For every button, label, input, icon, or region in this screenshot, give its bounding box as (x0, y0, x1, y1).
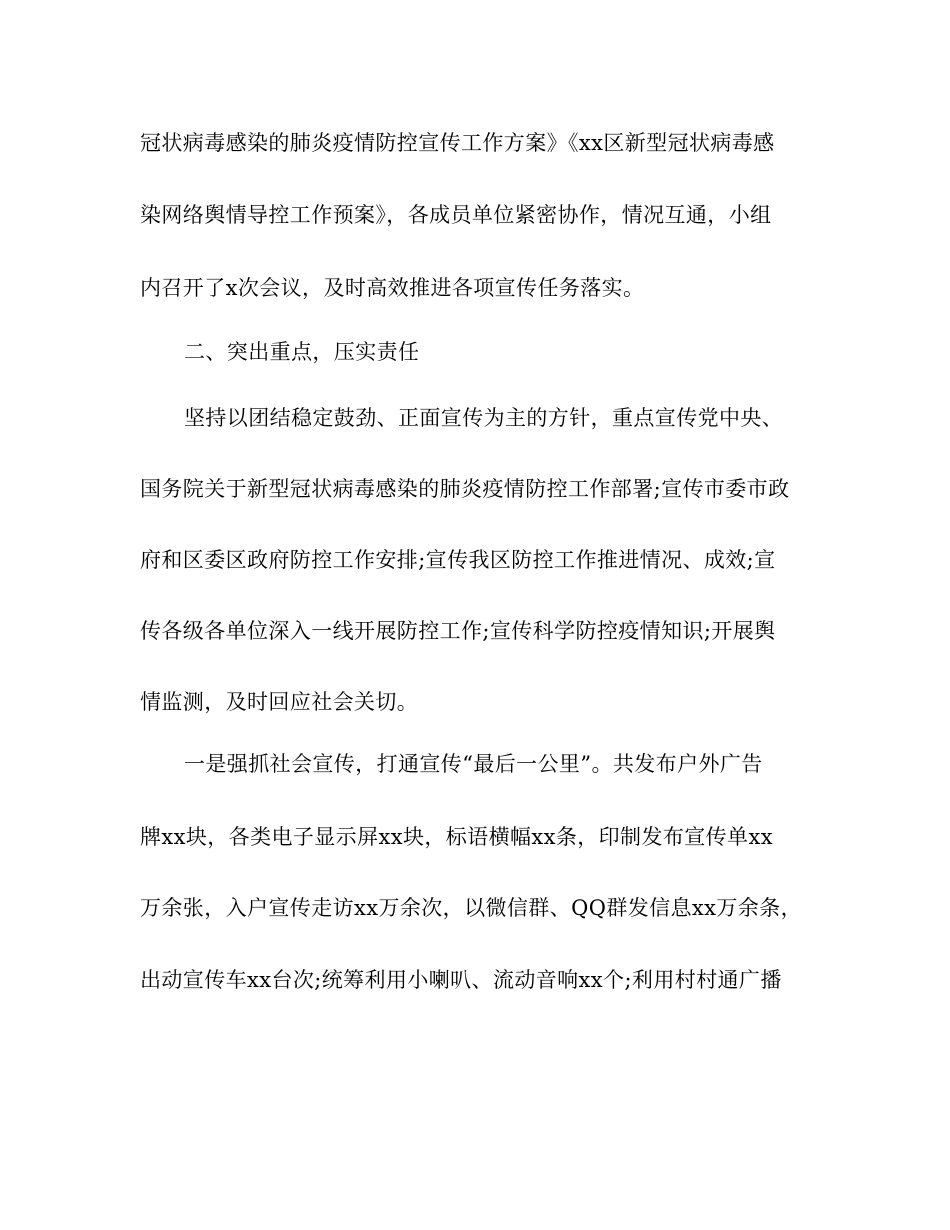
paragraph-line: 出动宣传车xx台次;统筹利用小喇叭、流动音响xx个;利用村村通广播 (140, 968, 782, 992)
paragraph-line: 万余张，入户宣传走访xx万余次，以微信群、QQ群发信息xx万余条， (140, 896, 803, 920)
paragraph-line: 府和区委区政府防控工作安排;宣传我区防控工作推进情况、成效;宣 (140, 548, 776, 572)
paragraph-line: 坚持以团结稳定鼓劲、正面宣传为主的方针，重点宣传党中央、 (184, 406, 784, 430)
section-heading: 二、突出重点，压实责任 (184, 340, 420, 364)
paragraph-line: 一是强抓社会宣传，打通宣传“最后一公里”。共发布户外广告 (184, 752, 763, 776)
paragraph-line: 染网络舆情导控工作预案》，各成员单位紧密协作，情况互通，小组 (140, 203, 772, 227)
paragraph-line: 情监测，及时回应社会关切。 (140, 690, 419, 714)
paragraph-line: 传各级各单位深入一线开展防控工作;宣传科学防控疫情知识;开展舆 (140, 619, 776, 643)
paragraph-line: 内召开了x次会议，及时高效推进各项宣传任务落实。 (140, 276, 645, 300)
paragraph-line: 国务院关于新型冠状病毒感染的肺炎疫情防控工作部署;宣传市委市政 (140, 477, 790, 501)
paragraph-line: 冠状病毒感染的肺炎疫情防控宣传工作方案》《xx区新型冠状病毒感 (140, 131, 775, 155)
paragraph-line: 牌xx块，各类电子显示屏xx块，标语横幅xx条，印制发布宣传单xx (140, 825, 773, 849)
